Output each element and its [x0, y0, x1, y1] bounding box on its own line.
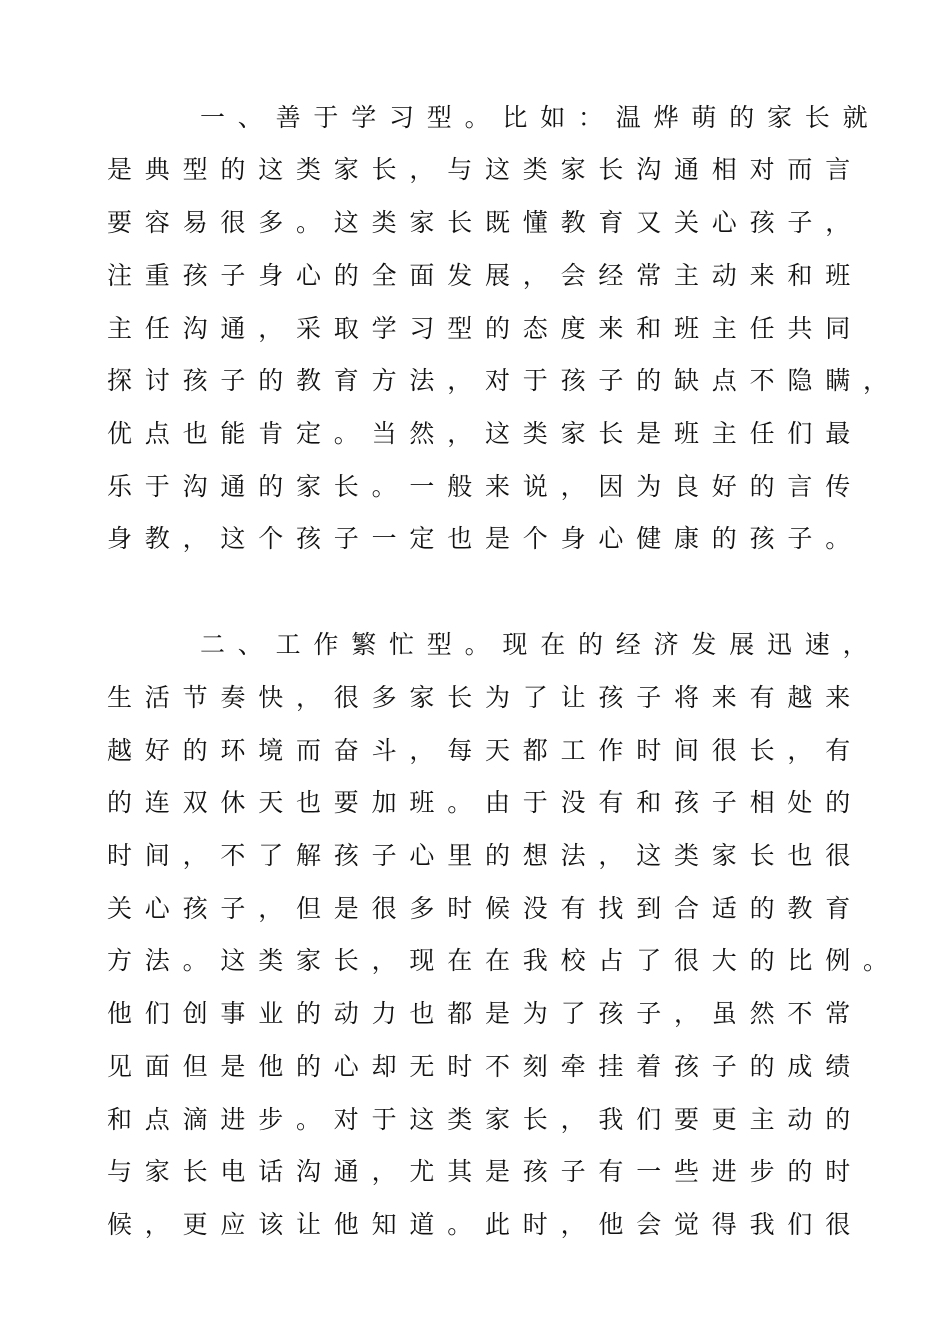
- text-line: 见面但是他的心却无时不刻牵挂着孩子的成绩: [107, 1052, 864, 1081]
- text-line: 一、善于学习型。比如：温烨萌的家长就: [200, 103, 881, 132]
- text-line: 主任沟通，采取学习型的态度来和班主任共同: [107, 314, 864, 343]
- text-line: 方法。这类家长，现在在我校占了很大的比例。: [107, 946, 901, 975]
- text-line: 身教，这个孩子一定也是个身心健康的孩子。: [107, 524, 864, 553]
- text-line: 关心孩子，但是很多时候没有找到合适的教育: [107, 894, 864, 923]
- text-line: 越好的环境而奋斗，每天都工作时间很长，有: [107, 736, 864, 765]
- text-line: 他们创事业的动力也都是为了孩子，虽然不常: [107, 999, 864, 1028]
- text-line: 和点滴进步。对于这类家长，我们要更主动的: [107, 1105, 864, 1134]
- text-line: 生活节奏快，很多家长为了让孩子将来有越来: [107, 683, 864, 712]
- text-line: 与家长电话沟通，尤其是孩子有一些进步的时: [107, 1157, 864, 1186]
- text-line: 要容易很多。这类家长既懂教育又关心孩子，: [107, 208, 864, 237]
- text-line: 的连双休天也要加班。由于没有和孩子相处的: [107, 788, 864, 817]
- text-line: 乐于沟通的家长。一般来说，因为良好的言传: [107, 472, 864, 501]
- text-line: 二、工作繁忙型。现在的经济发展迅速，: [200, 630, 881, 659]
- text-line: 探讨孩子的教育方法，对于孩子的缺点不隐瞒，: [107, 366, 901, 395]
- text-line: 时间，不了解孩子心里的想法，这类家长也很: [107, 841, 864, 870]
- text-line: 是典型的这类家长，与这类家长沟通相对而言: [107, 155, 864, 184]
- text-line: 优点也能肯定。当然，这类家长是班主任们最: [107, 419, 864, 448]
- text-line: 注重孩子身心的全面发展，会经常主动来和班: [107, 261, 864, 290]
- text-line: 候，更应该让他知道。此时，他会觉得我们很: [107, 1210, 864, 1239]
